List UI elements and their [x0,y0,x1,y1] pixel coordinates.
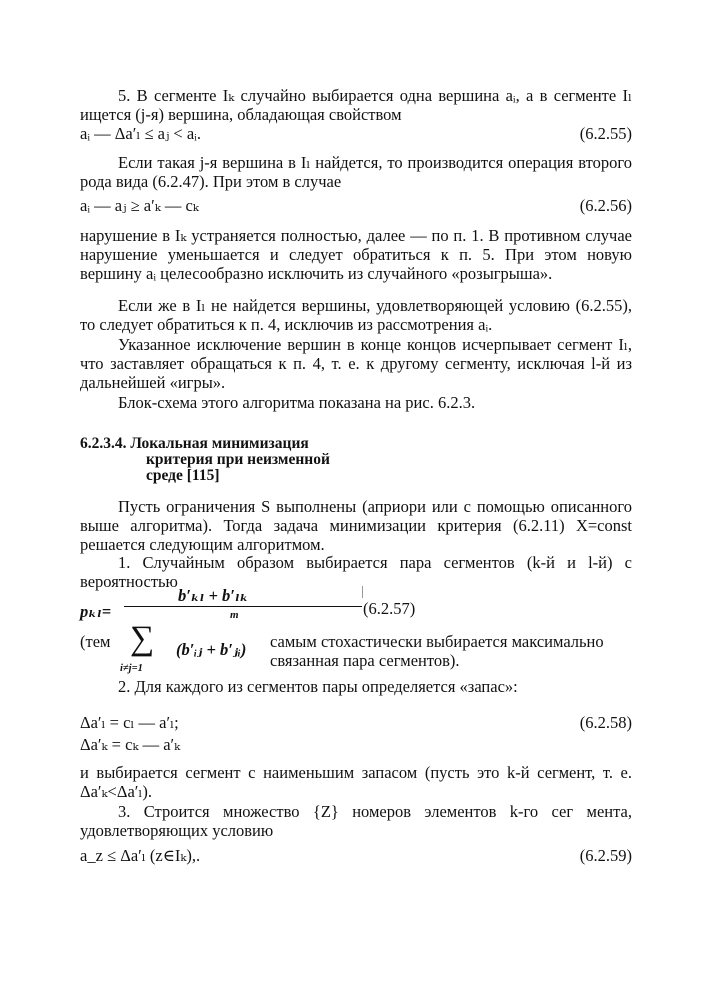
sum-text: самым стохастически выбирается максимально [270,632,604,651]
paragraph-step-5 [80,86,632,124]
paragraph-step-3 [80,802,632,840]
equation-6-2-55 [80,124,632,144]
paragraph-constraints [80,497,632,554]
paragraph-step-1 [80,553,632,591]
paragraph-text: и выбирается сегмент с наименьшим запасом (пусть это k-й сегмент, т. е. Δa′ₖ<Δa′ₗ). [80,763,632,801]
equation-6-2-57 [80,586,416,632]
equation-body: a_z ≤ Δa′ₗ (z∈Iₖ),. [80,846,201,865]
sum-limits: i≠j=1 [120,663,143,674]
paragraph-text: 1. Случайным образом выбирается пара сегментов (k-й и l-й) с вероятностью [80,553,632,591]
sum-symbol: ∑ [130,620,155,657]
fraction-bar [124,606,362,607]
equation-body: Δa′ₖ = cₖ — a′ₖ [80,735,181,754]
paragraph-text: 3. Строится множество {Z} номеров элементов k-го сег мента, удовлетворяющих условию [80,802,632,840]
paragraph-text: Если же в Iₗ не найдется вершины, удовлетворяющей условию (6.2.55), то следует обратиться к п. 4, исключив из рассмотрения aᵢ. [80,296,632,334]
equation-number: (6.2.59) [579,846,632,865]
paragraph-step-2 [80,677,632,696]
fraction-numerator: b′ₖₗ + b′ₗₖ [178,586,249,605]
paragraph-text: 2. Для каждого из сегментов пары определяется «запас»: [118,677,518,696]
equation-body: Δa′ₗ = cₗ — a′ₗ; [80,713,179,732]
sum-text: связанная пара сегментов). [270,651,460,670]
heading-line: 6.2.3.4. Локальная минимизация [80,435,309,452]
paragraph-if-not-found [80,296,632,334]
paragraph-text: Указанное исключение вершин в конце концов исчерпывает сегмент Iₗ, что заставляет обращаться к п. 4, т. е. к другому сегменту, исключая l-й из дальнейшей «игры». [80,335,632,392]
equation-number: (6.2.58) [579,713,632,732]
heading-line: среде [115] [146,467,220,484]
paragraph-text: 5. В сегменте Iₖ случайно выбирается одна вершина aᵢ, а в сегменте Iₗ ищется (j-я) вершина, обладающая свойством [80,86,632,124]
equation-6-2-56 [80,196,632,216]
equation-number: (6.2.56) [579,196,632,215]
paragraph-text: Если такая j-я вершина в Iₗ найдется, то производится операция второго рода вида (6.2.47). При этом в случае [80,153,632,191]
paragraph-text: Блок-схема этого алгоритма показана на рис. 6.2.3. [118,393,476,412]
paragraph-if-found [80,153,632,191]
equation-6-2-59 [80,846,632,866]
equation-body: aᵢ — Δa′ₗ ≤ aⱼ < aᵢ. [80,124,202,143]
margin-tick [362,586,363,598]
paragraph-min-reserve [80,763,632,801]
paragraph-text: нарушение в Iₖ устраняется полностью, далее — по п. 1. В противном случае нарушение уменьшается и следует обратиться к п. 5. При этом новую вершину aᵢ целесообразно исключить из случайного «розыгрыша». [80,226,632,283]
sum-expression: (b′ᵢⱼ + b′ⱼᵢ) [176,640,247,659]
sum-prefix: (тем [80,632,111,651]
paragraph-text: Пусть ограничения S выполнены (априори или с помощью описанного выше алгоритма). Тогда задача минимизации критерия (6.2.11) X=const решается следующим алгоритмом. [80,497,632,554]
equation-body: aᵢ — aⱼ ≥ a′ₖ — cₖ [80,196,199,215]
equation-number: (6.2.57) [363,599,416,618]
paragraph-exclusion [80,335,632,392]
fraction-denominator: m [230,609,239,621]
heading-line: критерия при неизменной [146,451,330,468]
paragraph-flowchart [80,393,632,412]
equation-6-2-58 [80,713,632,733]
equation-lhs: pₖₗ= [80,602,112,621]
equation-6-2-58-line-2 [80,735,632,755]
equation-number: (6.2.55) [579,124,632,143]
section-heading [80,436,380,484]
sum-note [80,620,640,674]
paragraph-violation [80,226,632,283]
